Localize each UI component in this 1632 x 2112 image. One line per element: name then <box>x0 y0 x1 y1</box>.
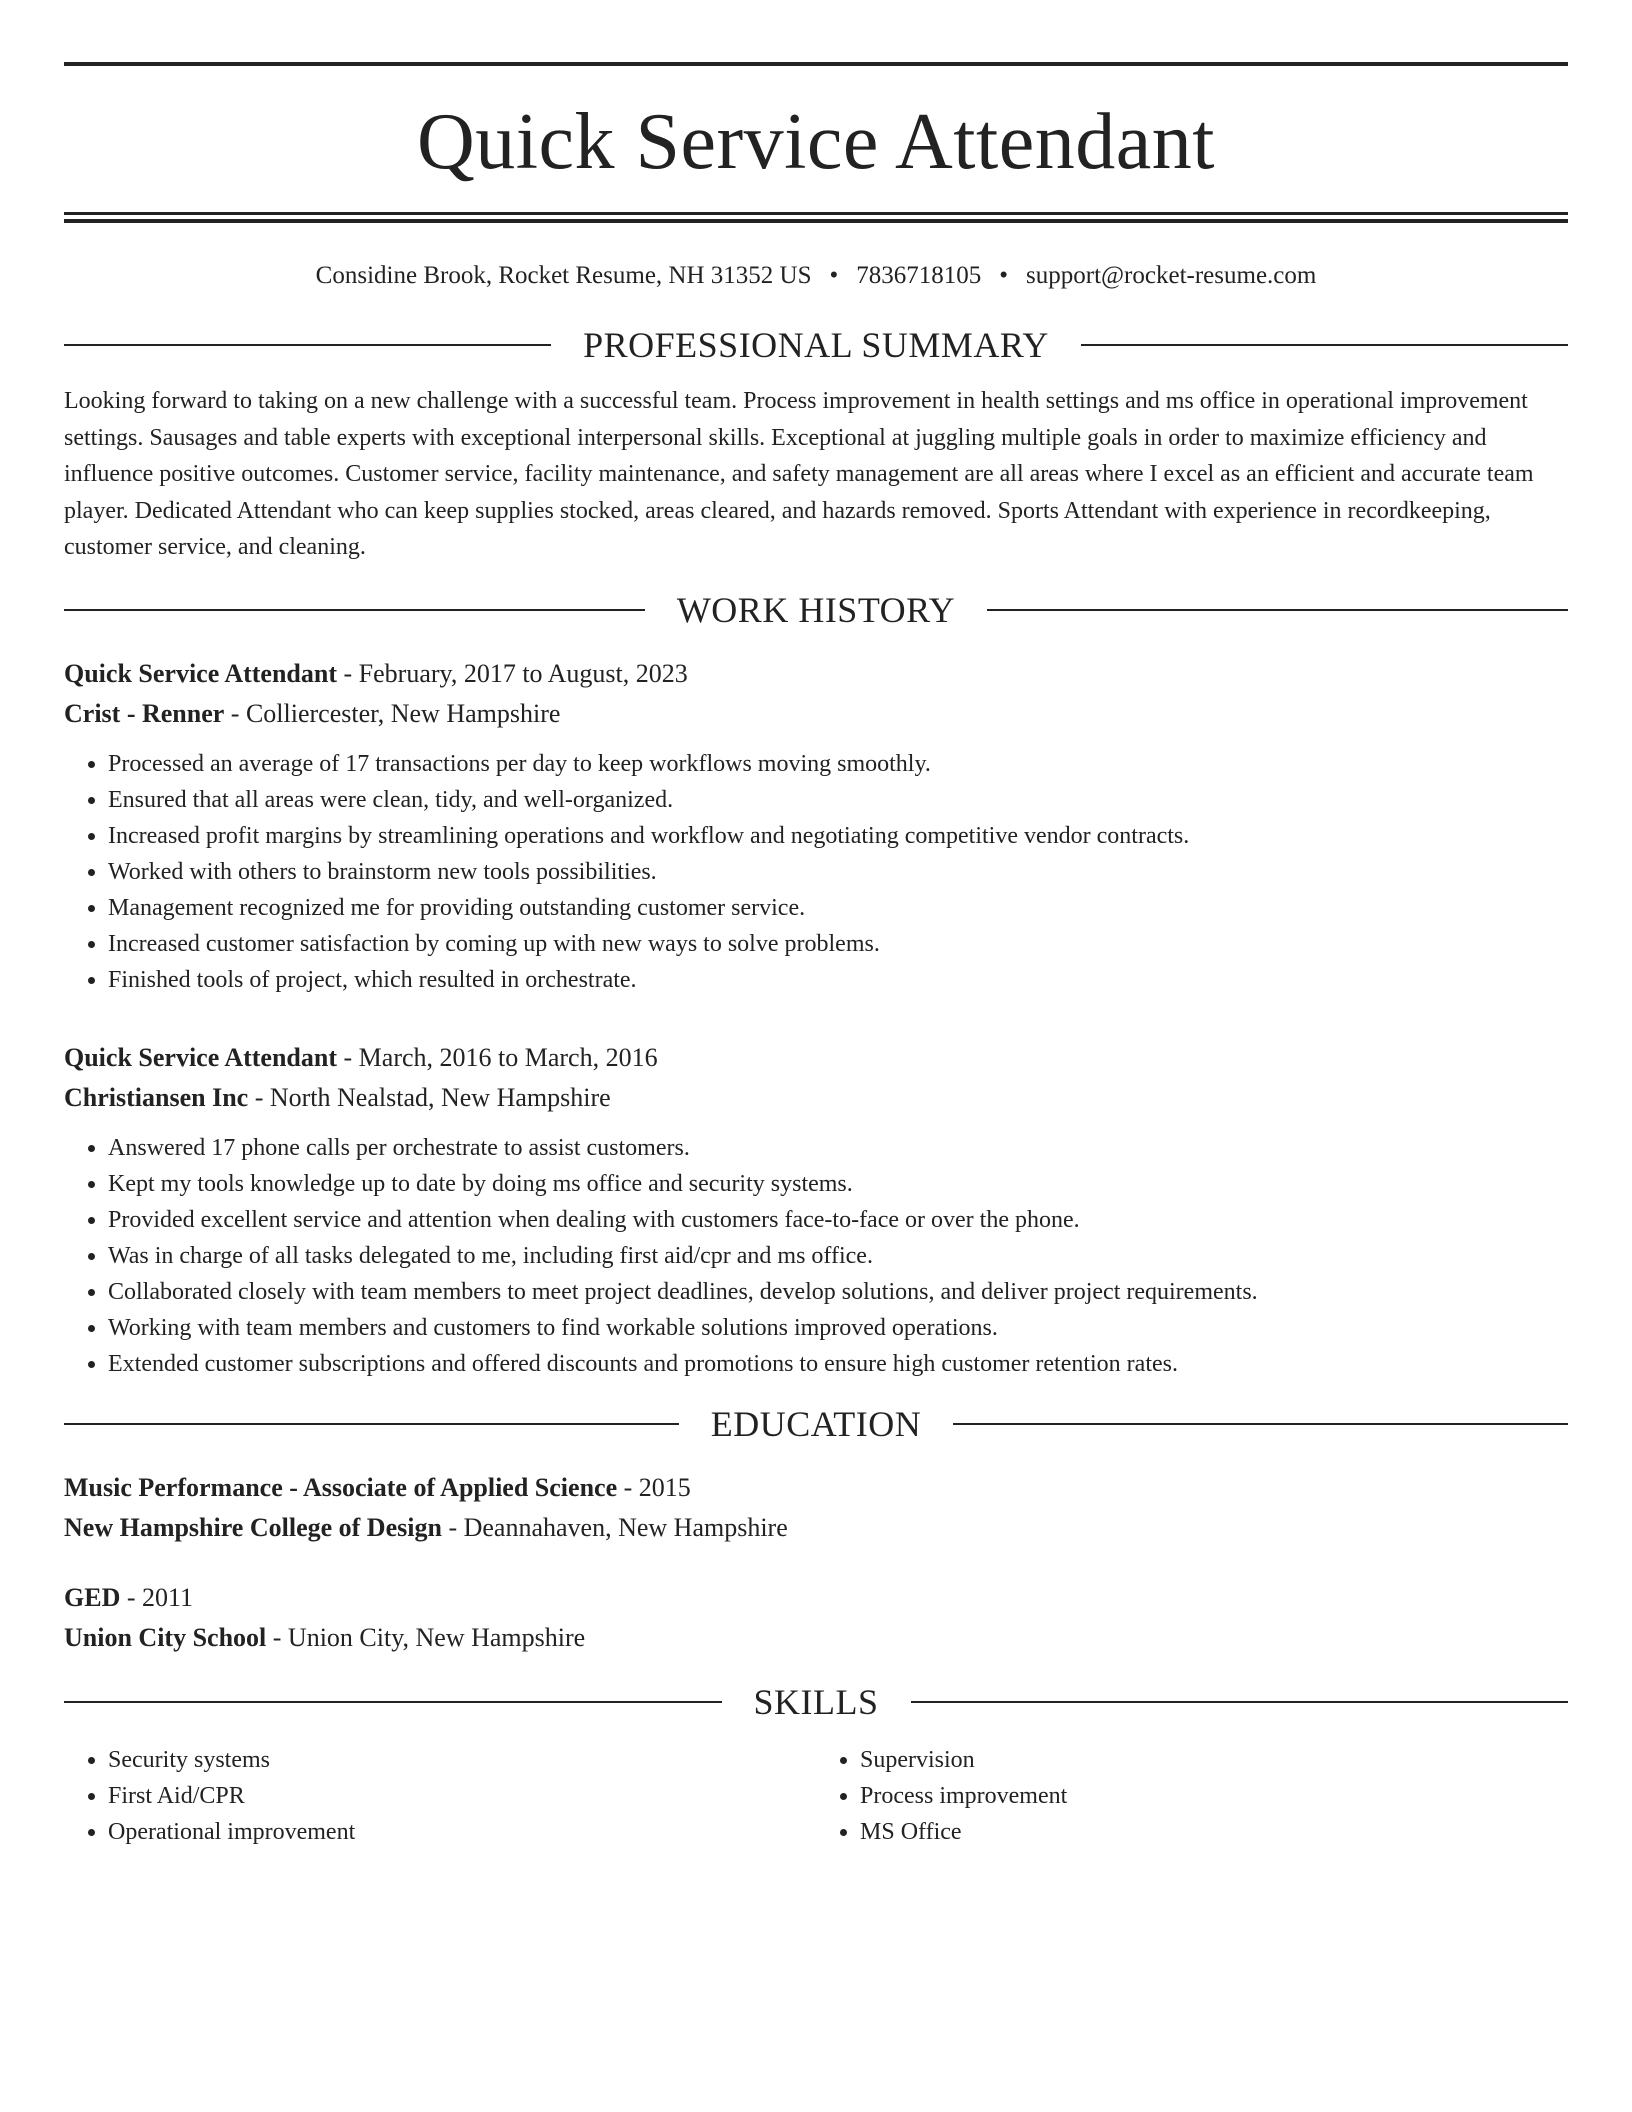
skill-item: • First Aid/CPR <box>108 1778 816 1814</box>
job-bullet: • Increased profit margins by streamlining operations and workflow and negotiating competitive vendor contracts. <box>108 818 1568 854</box>
skill-item: • Security systems <box>108 1742 816 1778</box>
school-location: - Union City, New Hampshire <box>266 1622 586 1652</box>
job-entry <box>64 654 1568 998</box>
divider-line <box>911 1701 1569 1703</box>
skills-column-left <box>64 1742 816 1850</box>
degree-line <box>64 1468 1568 1508</box>
degree-line <box>64 1578 1568 1618</box>
contact-separator: • <box>829 262 839 289</box>
contact-email[interactable]: support@rocket-resume.com <box>1026 262 1317 289</box>
job-title-line <box>64 1038 1568 1078</box>
skills-column-right <box>816 1742 1568 1850</box>
contact-separator: • <box>999 262 1009 289</box>
title-double-rule <box>64 212 1568 223</box>
job-bullets <box>64 746 1568 998</box>
divider-line <box>1081 344 1568 346</box>
job-location: - Colliercester, New Hampshire <box>224 698 561 728</box>
section-heading-label: WORK HISTORY <box>676 589 956 630</box>
job-bullets <box>64 1130 1568 1382</box>
school-name: Union City School <box>64 1622 267 1652</box>
divider-line <box>987 609 1568 611</box>
job-company-line <box>64 1078 1568 1118</box>
divider-line <box>953 1423 1568 1425</box>
section-heading-label: SKILLS <box>753 1681 879 1722</box>
resume-page <box>64 0 1568 1850</box>
resume-title: Quick Service Attendant <box>417 98 1215 186</box>
school-line <box>64 1618 1568 1658</box>
job-title: Quick Service Attendant <box>64 1042 337 1072</box>
degree-name: GED <box>64 1582 121 1612</box>
skill-item: • MS Office <box>860 1814 1568 1850</box>
section-heading-summary <box>64 325 1568 365</box>
school-name: New Hampshire College of Design <box>64 1512 442 1542</box>
summary-paragraph: Looking forward to taking on a new challenge with a successful team. Process improvement in health settings and ms office in operational improvement settings. Sausages and table experts with exceptional interpersonal skills. Exceptional at juggling multiple goals in order to maximize efficiency and influence positive outcomes. Customer service, facility maintenance, and safety management are all areas where I excel as an efficient and accurate team player. Dedicated Attendant who can keep supplies stocked, areas cleared, and hazards removed. Sports Attendant with experience in recordkeeping, customer service, and cleaning. <box>64 388 1534 560</box>
education-entry <box>64 1578 1568 1658</box>
skill-item: • Supervision <box>860 1742 1568 1778</box>
job-bullet: • Management recognized me for providing outstanding customer service. <box>108 890 1568 926</box>
job-bullet: • Collaborated closely with team members to meet project deadlines, develop solutions, and deliver project requirements. <box>108 1274 1568 1310</box>
job-bullet: • Extended customer subscriptions and offered discounts and promotions to ensure high customer retention rates. <box>108 1346 1568 1382</box>
top-rule <box>64 62 1568 66</box>
job-entry <box>64 1038 1568 1382</box>
school-location: - Deannahaven, New Hampshire <box>441 1512 788 1542</box>
job-company: Christiansen Inc <box>64 1082 249 1112</box>
job-bullet: • Working with team members and customers to find workable solutions improved operations. <box>108 1310 1568 1346</box>
job-dates: - February, 2017 to August, 2023 <box>337 658 688 688</box>
job-bullet: • Increased customer satisfaction by coming up with new ways to solve problems. <box>108 926 1568 962</box>
divider-line <box>64 1423 679 1425</box>
degree-year: - 2011 <box>120 1582 194 1612</box>
job-bullet: • Finished tools of project, which resulted in orchestrate. <box>108 962 1568 998</box>
section-heading-skills <box>64 1682 1568 1722</box>
skill-item: • Operational improvement <box>108 1814 816 1850</box>
section-heading-education <box>64 1404 1568 1444</box>
job-bullet: • Kept my tools knowledge up to date by doing ms office and security systems. <box>108 1166 1568 1202</box>
degree-year: - 2015 <box>617 1472 691 1502</box>
contact-phone: 7836718105 <box>856 262 982 289</box>
divider-line <box>64 1701 722 1703</box>
school-line <box>64 1508 1568 1548</box>
job-company-line <box>64 694 1568 734</box>
section-heading-label: EDUCATION <box>710 1403 922 1444</box>
job-location: - North Nealstad, New Hampshire <box>248 1082 611 1112</box>
job-title-line <box>64 654 1568 694</box>
job-title: Quick Service Attendant <box>64 658 337 688</box>
section-heading-work <box>64 590 1568 630</box>
degree-name: Music Performance - Associate of Applied Science <box>64 1472 618 1502</box>
contact-line <box>64 261 1568 291</box>
job-bullet: • Worked with others to brainstorm new tools possibilities. <box>108 854 1568 890</box>
job-dates: - March, 2016 to March, 2016 <box>337 1042 658 1072</box>
job-company: Crist - Renner <box>64 698 225 728</box>
job-bullet: • Provided excellent service and attention when dealing with customers face-to-face or over the phone. <box>108 1202 1568 1238</box>
skill-item: • Process improvement <box>860 1778 1568 1814</box>
divider-line <box>64 344 551 346</box>
job-bullet: • Was in charge of all tasks delegated to me, including first aid/cpr and ms office. <box>108 1238 1568 1274</box>
job-bullet: • Processed an average of 17 transactions per day to keep workflows moving smoothly. <box>108 746 1568 782</box>
contact-address: Considine Brook, Rocket Resume, NH 31352 US <box>315 262 812 289</box>
divider-line <box>64 609 645 611</box>
skills-grid <box>64 1742 1568 1850</box>
job-bullet: • Answered 17 phone calls per orchestrate to assist customers. <box>108 1130 1568 1166</box>
education-entry <box>64 1468 1568 1548</box>
job-bullet: • Ensured that all areas were clean, tidy, and well-organized. <box>108 782 1568 818</box>
section-heading-label: PROFESSIONAL SUMMARY <box>583 325 1049 365</box>
